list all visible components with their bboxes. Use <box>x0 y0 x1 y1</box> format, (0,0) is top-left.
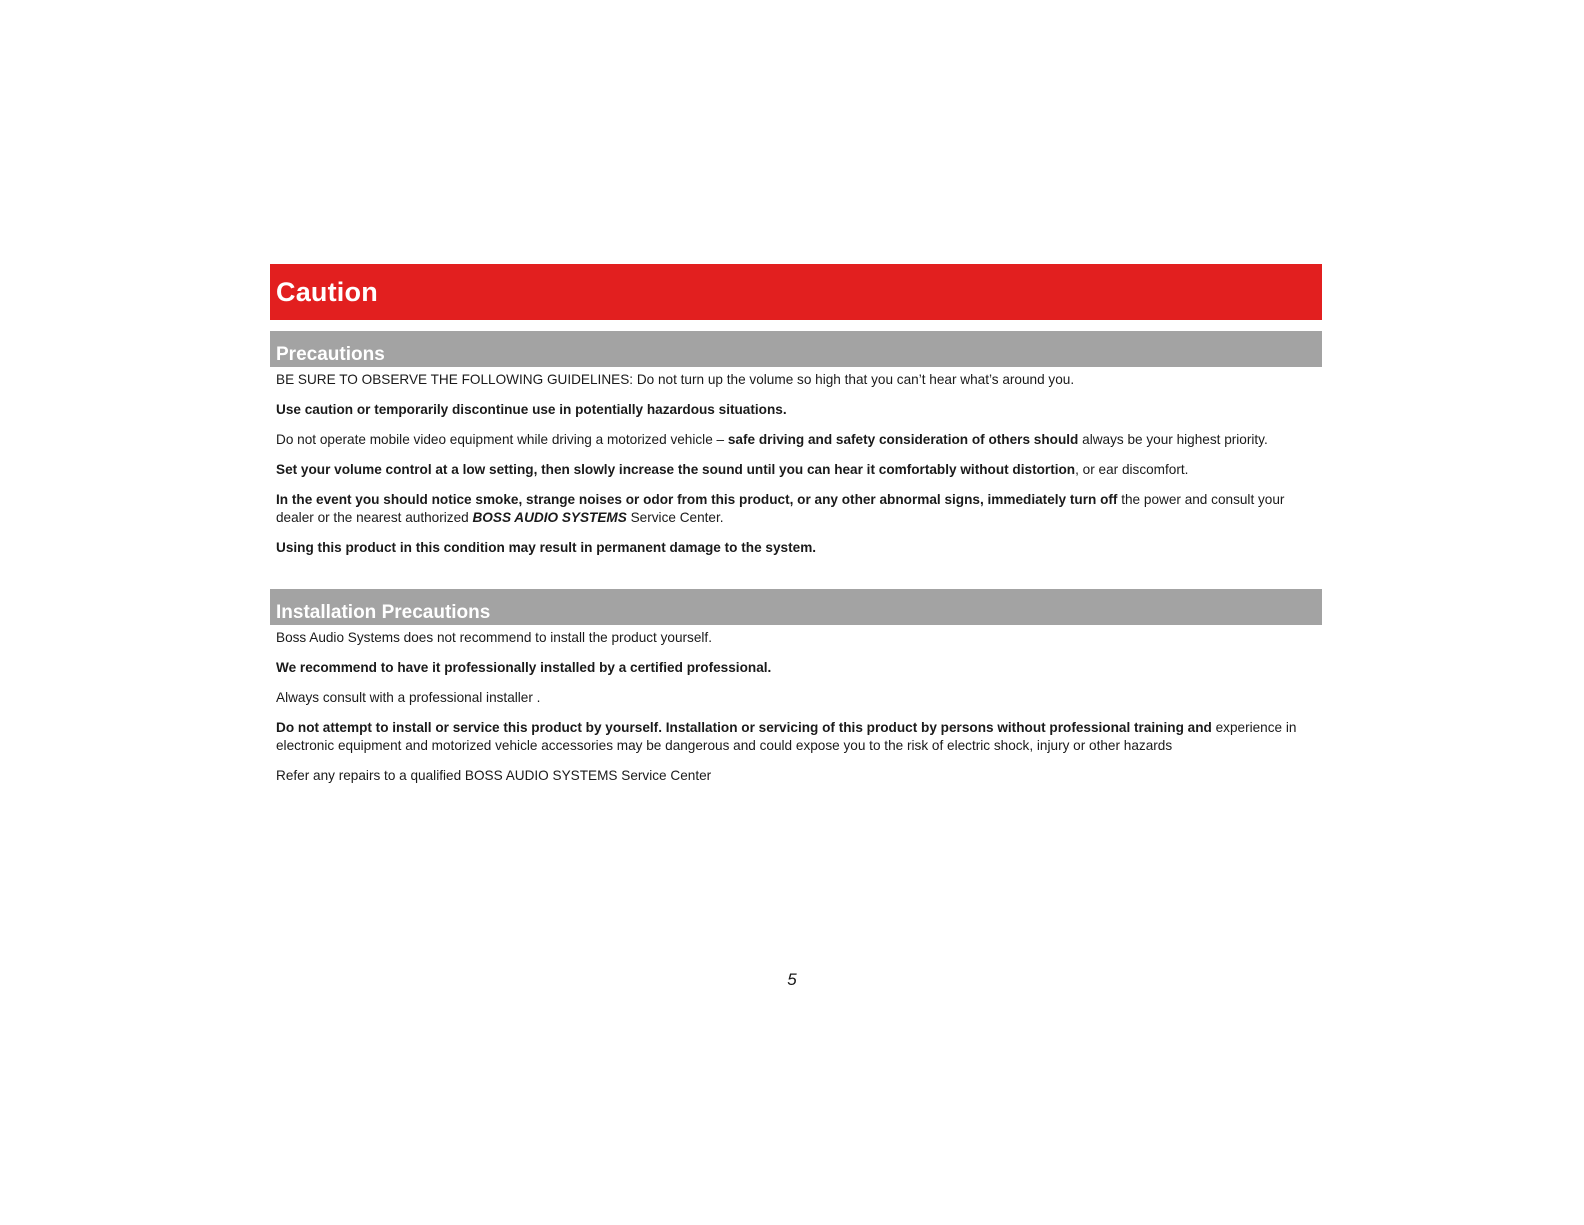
p5-text-b: the power and consult your dealer or the nearest authorized <box>276 492 1285 525</box>
precautions-paragraph-5 <box>276 491 1314 527</box>
installation-paragraph-3: Always consult with a professional installer . <box>276 690 541 705</box>
precautions-paragraph-1: BE SURE TO OBSERVE THE FOLLOWING GUIDELINES: Do not turn up the volume so high that you can’t hear what’s around you. <box>276 372 1075 387</box>
p4-text-bold: Set your volume control at a low setting, then slowly increase the sound until you can hear it comfortably without distortion <box>276 462 1076 477</box>
precautions-paragraph-4 <box>276 461 1314 479</box>
precautions-paragraph-3 <box>276 431 1314 449</box>
p5-text-c: Service Center. <box>626 510 724 525</box>
p3-text-a: Do not operate mobile video equipment while driving a motorized vehicle – <box>276 432 728 447</box>
installation-paragraph-2: We recommend to have it professionally installed by a certified professional. <box>276 660 772 675</box>
ip4-text-bold: Do not attempt to install or service this product by yourself. <box>276 720 662 735</box>
installation-paragraph-4 <box>276 719 1314 755</box>
installation-heading: Installation Precautions <box>276 602 491 623</box>
installation-paragraph-5: Refer any repairs to a qualified BOSS AUDIO SYSTEMS Service Center <box>276 768 712 783</box>
installation-content <box>270 629 1322 785</box>
manual-page <box>270 264 1322 785</box>
p3-text-bold: safe driving and safety consideration of others should <box>727 432 1079 447</box>
precautions-paragraph-6: Using this product in this condition may result in permanent damage to the system. <box>276 540 817 555</box>
precautions-content <box>270 371 1322 557</box>
p5-text-bold: In the event you should notice smoke, strange noises or odor from this product, or any other abnormal signs, immediately turn off <box>276 492 1118 507</box>
caution-header-bar <box>270 264 1322 320</box>
p5-brand-name: BOSS AUDIO SYSTEMS <box>472 510 627 525</box>
page-number: 5 <box>787 970 797 989</box>
caution-title: Caution <box>276 276 378 307</box>
precautions-header-bar <box>270 331 1322 367</box>
p3-text-c: always be your highest priority. <box>1078 432 1268 447</box>
precautions-paragraph-2: Use caution or temporarily discontinue use in potentially hazardous situations. <box>276 402 787 417</box>
ip4-text-b: Installation or servicing of this product by persons without professional training and <box>661 720 1212 735</box>
installation-paragraph-1: Boss Audio Systems does not recommend to install the product yourself. <box>276 630 712 645</box>
ip4-text-c: experience in electronic equipment and motorized vehicle accessories may be dangerous and could expose you to the risk of electric shock, injury or other hazards <box>276 720 1297 753</box>
installation-header-bar <box>270 589 1322 625</box>
p4-text-b: , or ear discomfort. <box>1075 462 1189 477</box>
precautions-heading: Precautions <box>276 344 385 365</box>
